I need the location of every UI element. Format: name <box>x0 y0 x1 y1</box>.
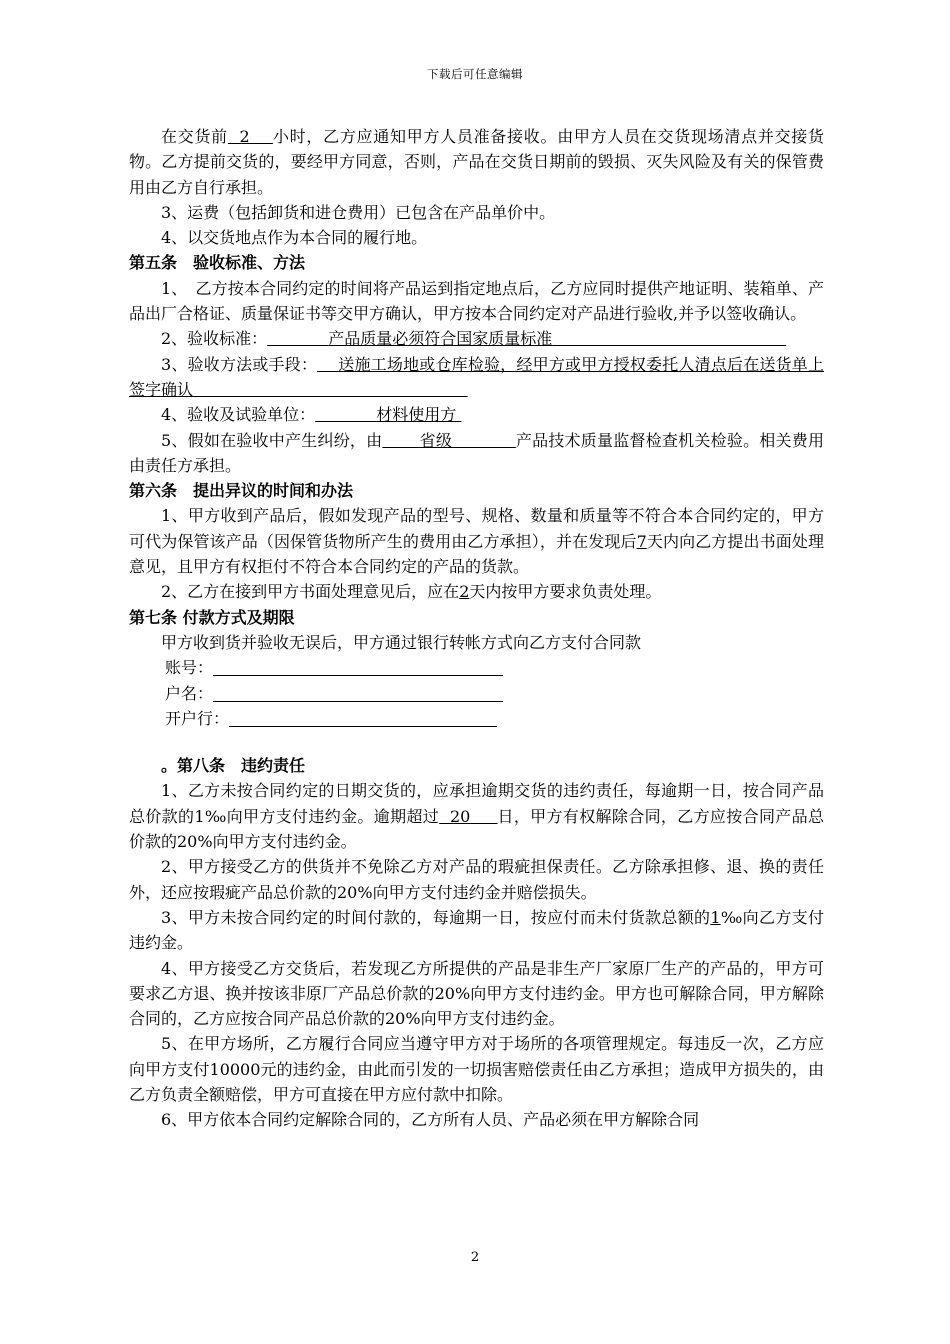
hours-value <box>228 127 273 146</box>
article-8-item-4: 4、甲方接受乙方交货后，若发现乙方所提供的产品是非生产厂家原厂生产的产品的，甲方可要求乙方退、换并按该非原厂产品总价款的20%向甲方支付违约金。甲方也可解除合同，甲方解除合同的，乙方应按合同产品总价款的20%向甲方支付违约金。 <box>129 958 824 1029</box>
value-text: 产品质量必须符合国家质量标准 <box>328 329 553 349</box>
account-name-field <box>165 681 824 706</box>
overdue-days-value <box>439 807 497 826</box>
article-8-item-1 <box>129 778 824 854</box>
text-span: 1、乙方未按合同约定的日期交货的，应承担逾期交货的违约责任，每逾期一日，按合同产品总价款的1‰向甲方支付违约金。逾期超过 <box>129 781 824 826</box>
article-5-item-1: 1、 乙方按本合同约定的时间将产品运到指定地点后，乙方应同时提供产地证明、装箱单、产品出厂合格证、质量保证书等交甲方确认，甲方按本合同约定对产品进行验收,并予以签收确认。 <box>129 278 824 324</box>
acceptance-standard-value <box>267 329 786 348</box>
article-8-item-2: 2、甲方接受乙方的供货并不免除乙方对产品的瑕疵担保责任。乙方除承担修、退、换的责任外，还应按瑕疵产品总价款的20%向甲方支付违约金并赔偿损失。 <box>129 857 824 902</box>
text-span: 小时，乙方应通知甲方人员准备接收。由甲方人员在交货现场清点并交接货物。乙方提前交货的，要经甲方同意，否则，产品在交货日期前的毁损、灭失风险及有关的保管费用由乙方自行承担。 <box>129 127 824 197</box>
article-5-item-5 <box>129 428 824 479</box>
article-5-item-4 <box>129 402 824 427</box>
article-8-item-3 <box>129 905 824 956</box>
article-8-heading: 。第八条 违约责任 <box>161 756 306 776</box>
page-header: 下载后可任意编辑 <box>427 67 523 81</box>
label: 3、验收方法或手段： <box>161 354 318 374</box>
hours-number: 2 <box>239 127 250 146</box>
objection-days-value: 7 <box>636 531 647 551</box>
text-span: ‰向乙方支付违约金。 <box>129 907 824 953</box>
document-body <box>129 124 824 1133</box>
testing-unit-value <box>315 405 461 424</box>
late-payment-rate-value: 1 <box>710 907 721 927</box>
bank-blank <box>229 708 497 727</box>
delivery-notice-paragraph <box>129 124 824 200</box>
label: 2、验收标准： <box>161 329 268 349</box>
handling-days-value: 2 <box>459 582 470 602</box>
bank-label: 开户行： <box>165 708 230 728</box>
article-6-item-1 <box>129 503 824 579</box>
page-number: 2 <box>470 1250 480 1265</box>
value-text: 省级 <box>419 430 453 450</box>
article-8-item-6: 6、甲方依本合同约定解除合同的，乙方所有人员、产品必须在甲方解除合同 <box>161 1110 700 1130</box>
value-text: 20 <box>450 806 471 826</box>
text-span: 日，甲方有权解除合同，乙方应按合同产品总价款的20%向甲方支付违约金。 <box>129 806 824 852</box>
article-6-item-2 <box>129 579 824 604</box>
text-span: 在交货前 <box>161 127 228 146</box>
spacer <box>129 731 824 753</box>
article-7-heading: 第七条 付款方式及期限 <box>129 607 295 627</box>
bank-field <box>165 706 824 731</box>
article-5-item-3 <box>129 352 824 403</box>
article-5-heading: 第五条 验收标准、方法 <box>129 253 306 273</box>
account-number-label: 账号： <box>165 658 214 678</box>
text-span: 2、乙方在接到甲方书面处理意见后，应在 <box>161 582 460 602</box>
freight-clause: 3、运费（包括卸货和进仓费用）已包含在产品单价中。 <box>161 202 556 222</box>
article-5-item-2 <box>129 326 824 351</box>
article-8-item-5: 5、在甲方场所，乙方履行合同应当遵守甲方对于场所的各项管理规定。每违反一次，乙方应向甲方支付10000元的违约金，由此而引发的一切损害赔偿责任由乙方承担；造成甲方损失的，由乙方负责全额赔偿，甲方可直接在甲方应付款中扣除。 <box>129 1034 824 1104</box>
text-span: 1、甲方收到产品后，假如发现产品的型号、规格、数量和质量等不符合本合同约定的，甲方可代为保管该产品（因保管货物所产生的费用由乙方承担），并在发现后 <box>129 506 824 551</box>
value-text: 材料使用方 <box>376 405 457 425</box>
article-7-item-1: 甲方收到货并验收无误后，甲方通过银行转帐方式向乙方支付合同款 <box>161 632 642 652</box>
account-name-label: 户名： <box>165 683 214 703</box>
account-name-blank <box>213 683 503 702</box>
value-text: 送施工场地或仓库检验，经甲方或甲方授权委托人清点后在送货单上签字确认 <box>129 354 824 399</box>
text-span: 3、甲方未按合同约定的时间付款的，每逾期一日，按应付而未付货款总额的 <box>161 907 711 927</box>
text-span: 天内按甲方要求负责处理。 <box>469 582 662 602</box>
place-of-performance-clause: 4、以交货地点作为本合同的履行地。 <box>161 228 428 248</box>
text-span: 5、假如在验收中产生纠纷，由 <box>161 430 383 450</box>
account-number-blank <box>213 657 503 676</box>
inspection-level-value <box>382 431 515 450</box>
article-6-heading: 第六条 提出异议的时间和办法 <box>129 481 354 501</box>
text-span: 天内向乙方提出书面处理意见，且甲方有权拒付不符合本合同约定的产品的货款。 <box>129 531 824 577</box>
label: 4、验收及试验单位： <box>161 405 316 425</box>
text-span: 产品技术质量监督检查机关检验。相关费用由责任方承担。 <box>129 430 824 475</box>
account-number-field <box>165 655 824 680</box>
